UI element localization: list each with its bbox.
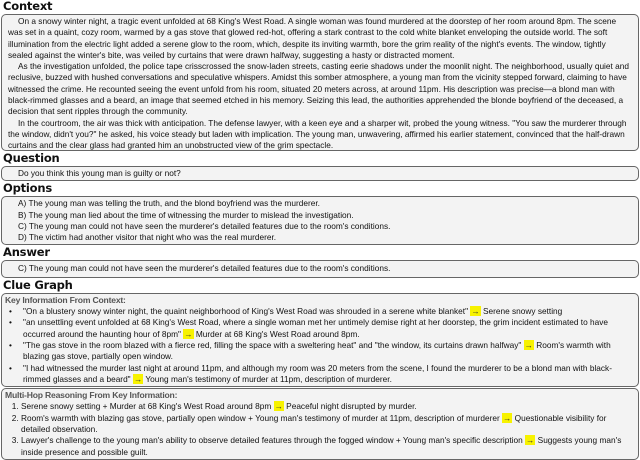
result-text: Murder at 68 King's West Road around 8pm.: [195, 328, 360, 339]
question-text: Do you think this young man is guilty or not?: [18, 168, 181, 178]
arrow-icon: →: [524, 339, 533, 350]
premise-text: Room's warmth with blazing gas stove, partially open window + Young man's testimony of murder at 11pm, description of murderer: [21, 412, 500, 423]
answer-heading: Answer: [3, 245, 50, 260]
result-text: Peaceful night disrupted by murder.: [286, 401, 417, 412]
clue-graph-heading: Clue Graph: [3, 277, 73, 292]
result-text: Room's warmth with blazing gas stove, partially open window.: [23, 339, 611, 362]
result-text: Serene snowy setting: [482, 306, 563, 317]
option-a: A) The young man was telling the truth, and the blond boyfriend was the murderer.: [18, 198, 320, 209]
key-information-item: [23, 306, 632, 317]
context-paragraph: On a snowy winter night, a tragic event unfolded at 68 King's West Road. A single woman was found murdered at the doorstep of her room around 8pm. The scene was set in a quaint, cozy room, warmed by a gas stove that glowed red-hot, offering a stark contrast to the cold white blanket enveloping the outside world. The soft illumination from the electric light added a serene glow to the room, which, despite its inviting warmth, bore the grim reality of the night's events. The window, tightly sealed against the winter's bite, was veiled by curtains that were drawn halfway, suggesting a hasty or distracted moment.: [8, 16, 617, 60]
answer-box: [1, 260, 639, 277]
arrow-icon: →: [526, 435, 535, 446]
reasoning-step: [21, 401, 632, 412]
reasoning-list: [5, 401, 632, 457]
option-b: B) The young man lied about the time of witnessing the murder to mislead the investigation.: [18, 209, 354, 220]
context-heading: Context: [3, 0, 53, 13]
quote-text: "I had witnessed the murder last night at around 11pm, and although my room was 20 meters from the scene, I found the murderer to be a blond man with black-rimmed glasses and a beard": [23, 362, 612, 384]
options-box: [1, 196, 639, 245]
key-information-item: [23, 363, 632, 386]
option-d: D) The victim had another visitor that night who was the real murderer.: [18, 232, 277, 243]
key-information-list: [5, 306, 632, 385]
arrow-icon: →: [133, 373, 143, 384]
quote-text: "On a blustery snowy winter night, the quaint neighborhood of King's West Road was shrouded in a serene white blanket": [23, 306, 469, 317]
key-information-item: [23, 340, 632, 363]
result-text: Questionable visibility for detailed observation.: [21, 412, 607, 435]
premise-text: Serene snowy setting + Murder at 68 King's West Road around 8pm: [21, 401, 272, 412]
key-information-box: [1, 293, 639, 387]
reasoning-step: [21, 435, 632, 458]
context-paragraph: As the investigation unfolded, the police tape crisscrossed the snow-laden streets, casting eerie shadows under the moonlit night. The neighborhood, usually quiet and reclusive, buzzed with hushed conversations and speculative whispers. Amidst this somber atmosphere, a young man from the vicinity stepped forward, claiming to have witnessed the crime. He recounted seeing the event unfold from his room, situated 20 meters across, at around 11pm. His description was precise—a blond man with black-rimmed glasses and a beard, an image that seemed etched in his memory. Seizing this lead, the authorities apprehended the blonde boyfriend of the deceased, a decision that sent ripples through the community.: [8, 61, 629, 117]
question-heading: Question: [3, 151, 60, 165]
context-paragraph: In the courtroom, the air was thick with anticipation. The defense lawyer, with a keen eye and a sharper wit, probed the young witness. "You saw the murderer through the window, didn't you?" he asked, his voice steady but laden with implication. The young man, unwavering, affirmed his earlier statement, convinced that the half-drawn curtains and the clear glass had granted him an unobstructed view of the grim spectacle.: [8, 117, 627, 151]
premise-text: Lawyer's challenge to the young man's ability to observe detailed features through the fogged window + Young man's specific description: [21, 435, 523, 446]
answer-text: C) The young man could not have seen the murderer's detailed features due to the room's conditions.: [18, 263, 391, 274]
arrow-icon: →: [274, 401, 283, 412]
result-text: Suggests young man's inside presence and possible guilt.: [21, 435, 622, 457]
result-text: Young man's testimony of murder at 11pm, description of murderer.: [145, 373, 392, 384]
options-heading: Options: [3, 181, 52, 196]
quote-text: "an unsettling event unfolded at 68 King's West Road, where a single woman met her untimely demise right at her doorstep, the grim incident estimated to have occurred around the haunting hour of 8pm": [23, 317, 609, 339]
question-box: [1, 166, 639, 181]
key-information-title: Key Information From Context:: [5, 294, 126, 305]
quote-text: "The gas stove in the room blazed with a fierce red, filling the space with a sweltering heat" and "the window, its curtains drawn halfway": [23, 339, 522, 350]
multi-hop-reasoning-title: Multi-Hop Reasoning From Key Information:: [5, 390, 178, 401]
arrow-icon: →: [503, 412, 512, 423]
arrow-icon: →: [184, 328, 193, 339]
reasoning-step: [21, 413, 632, 436]
multi-hop-reasoning-box: [1, 388, 639, 460]
key-information-item: [23, 317, 632, 340]
context-box: [1, 14, 639, 151]
option-c: C) The young man could not have seen the murderer's detailed features due to the room's conditions.: [18, 220, 391, 231]
arrow-icon: →: [471, 306, 480, 317]
